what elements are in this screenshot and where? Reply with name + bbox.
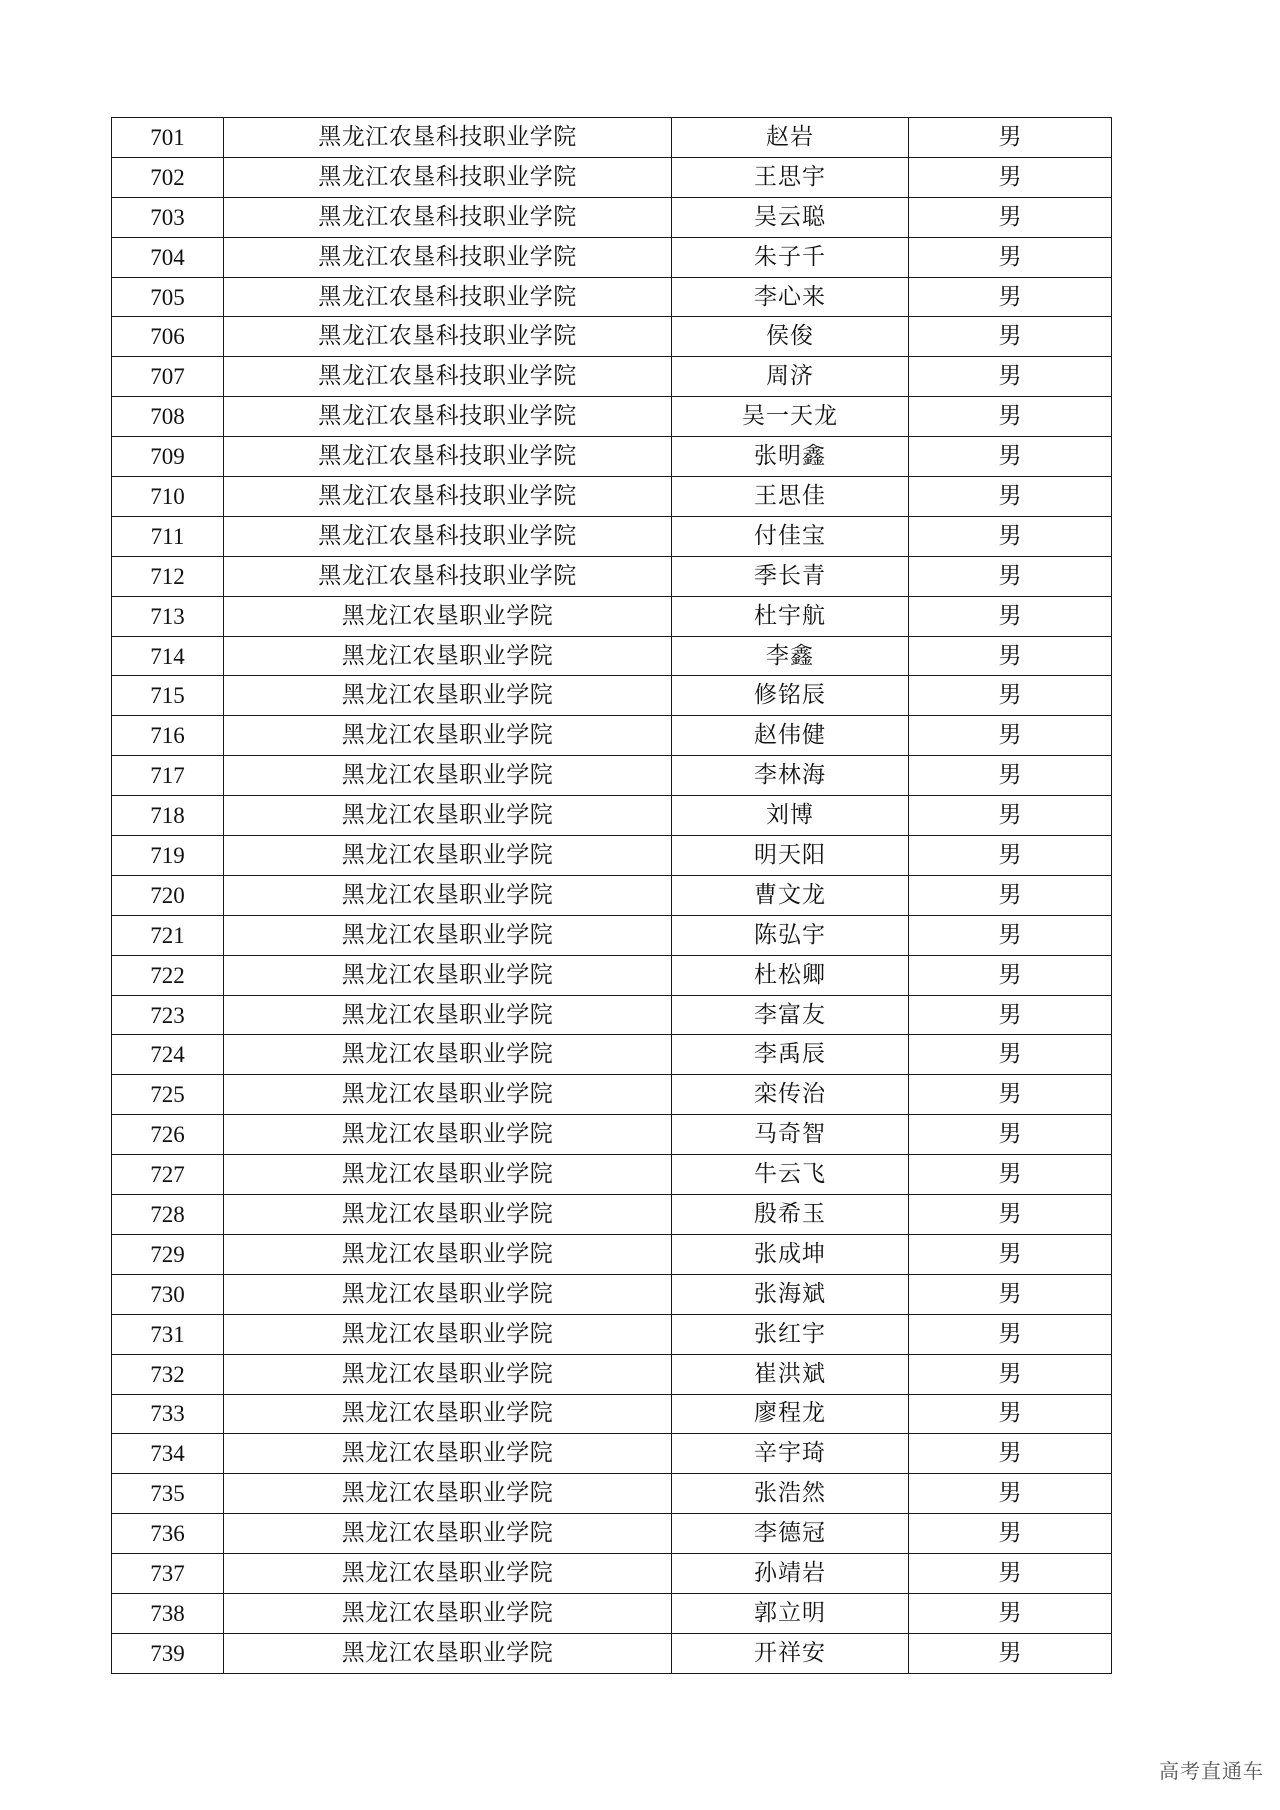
table-row (112, 1195, 1112, 1235)
table-row (112, 796, 1112, 836)
school-cell: 黑龙江农垦职业学院 (224, 676, 672, 716)
student-name-cell: 王思宇 (672, 157, 909, 197)
row-number-cell: 716 (112, 716, 224, 756)
table-row (112, 636, 1112, 676)
table-row (112, 1274, 1112, 1314)
student-name-cell: 张成坤 (672, 1234, 909, 1274)
school-cell: 黑龙江农垦职业学院 (224, 596, 672, 636)
gender-cell: 男 (909, 277, 1112, 317)
student-name-cell: 辛宇琦 (672, 1434, 909, 1474)
row-number-cell: 706 (112, 317, 224, 357)
gender-cell: 男 (909, 756, 1112, 796)
table-row (112, 1155, 1112, 1195)
row-number-cell: 709 (112, 437, 224, 477)
gender-cell: 男 (909, 556, 1112, 596)
gender-cell: 男 (909, 676, 1112, 716)
student-name-cell: 付佳宝 (672, 516, 909, 556)
school-cell: 黑龙江农垦职业学院 (224, 836, 672, 876)
roster-table (111, 117, 1112, 1674)
student-name-cell: 吴云聪 (672, 197, 909, 237)
student-name-cell: 季长青 (672, 556, 909, 596)
gender-cell: 男 (909, 716, 1112, 756)
school-cell: 黑龙江农垦科技职业学院 (224, 157, 672, 197)
student-name-cell: 张海斌 (672, 1274, 909, 1314)
row-number-cell: 730 (112, 1274, 224, 1314)
table-row (112, 437, 1112, 477)
school-cell: 黑龙江农垦职业学院 (224, 1633, 672, 1673)
row-number-cell: 731 (112, 1314, 224, 1354)
table-row (112, 1234, 1112, 1274)
school-cell: 黑龙江农垦职业学院 (224, 1274, 672, 1314)
student-name-cell: 赵伟健 (672, 716, 909, 756)
gender-cell: 男 (909, 317, 1112, 357)
school-cell: 黑龙江农垦职业学院 (224, 1314, 672, 1354)
school-cell: 黑龙江农垦职业学院 (224, 1155, 672, 1195)
school-cell: 黑龙江农垦科技职业学院 (224, 516, 672, 556)
student-name-cell: 李鑫 (672, 636, 909, 676)
school-cell: 黑龙江农垦职业学院 (224, 756, 672, 796)
gender-cell: 男 (909, 1234, 1112, 1274)
student-name-cell: 吴一天龙 (672, 397, 909, 437)
gender-cell: 男 (909, 397, 1112, 437)
student-name-cell: 明天阳 (672, 836, 909, 876)
student-name-cell: 李富友 (672, 995, 909, 1035)
gender-cell: 男 (909, 875, 1112, 915)
student-name-cell: 王思佳 (672, 477, 909, 517)
student-name-cell: 张明鑫 (672, 437, 909, 477)
school-cell: 黑龙江农垦职业学院 (224, 1514, 672, 1554)
gender-cell: 男 (909, 1075, 1112, 1115)
school-cell: 黑龙江农垦职业学院 (224, 995, 672, 1035)
student-name-cell: 孙靖岩 (672, 1554, 909, 1594)
student-name-cell: 郭立明 (672, 1593, 909, 1633)
school-cell: 黑龙江农垦职业学院 (224, 1593, 672, 1633)
school-cell: 黑龙江农垦职业学院 (224, 915, 672, 955)
row-number-cell: 718 (112, 796, 224, 836)
row-number-cell: 725 (112, 1075, 224, 1115)
table-row (112, 237, 1112, 277)
school-cell: 黑龙江农垦科技职业学院 (224, 357, 672, 397)
gender-cell: 男 (909, 1354, 1112, 1394)
row-number-cell: 735 (112, 1474, 224, 1514)
student-name-cell: 杜松卿 (672, 955, 909, 995)
school-cell: 黑龙江农垦职业学院 (224, 1195, 672, 1235)
row-number-cell: 721 (112, 915, 224, 955)
row-number-cell: 734 (112, 1434, 224, 1474)
row-number-cell: 708 (112, 397, 224, 437)
gender-cell: 男 (909, 477, 1112, 517)
gender-cell: 男 (909, 1274, 1112, 1314)
student-name-cell: 廖程龙 (672, 1394, 909, 1434)
gender-cell: 男 (909, 796, 1112, 836)
roster-table-body (112, 118, 1112, 1674)
table-row (112, 357, 1112, 397)
school-cell: 黑龙江农垦科技职业学院 (224, 556, 672, 596)
table-row (112, 1633, 1112, 1673)
table-row (112, 516, 1112, 556)
student-name-cell: 刘博 (672, 796, 909, 836)
row-number-cell: 720 (112, 875, 224, 915)
table-row (112, 1075, 1112, 1115)
school-cell: 黑龙江农垦职业学院 (224, 1354, 672, 1394)
gender-cell: 男 (909, 915, 1112, 955)
row-number-cell: 703 (112, 197, 224, 237)
student-name-cell: 赵岩 (672, 118, 909, 158)
school-cell: 黑龙江农垦职业学院 (224, 1434, 672, 1474)
row-number-cell: 738 (112, 1593, 224, 1633)
gender-cell: 男 (909, 1155, 1112, 1195)
row-number-cell: 719 (112, 836, 224, 876)
student-name-cell: 李林海 (672, 756, 909, 796)
table-row (112, 1514, 1112, 1554)
table-row (112, 836, 1112, 876)
table-row (112, 1115, 1112, 1155)
row-number-cell: 722 (112, 955, 224, 995)
student-name-cell: 崔洪斌 (672, 1354, 909, 1394)
student-name-cell: 修铭辰 (672, 676, 909, 716)
row-number-cell: 732 (112, 1354, 224, 1394)
table-row (112, 157, 1112, 197)
student-name-cell: 李心来 (672, 277, 909, 317)
row-number-cell: 707 (112, 357, 224, 397)
row-number-cell: 704 (112, 237, 224, 277)
gender-cell: 男 (909, 237, 1112, 277)
school-cell: 黑龙江农垦职业学院 (224, 1554, 672, 1594)
table-row (112, 397, 1112, 437)
school-cell: 黑龙江农垦职业学院 (224, 955, 672, 995)
school-cell: 黑龙江农垦职业学院 (224, 636, 672, 676)
table-row (112, 277, 1112, 317)
school-cell: 黑龙江农垦科技职业学院 (224, 317, 672, 357)
gender-cell: 男 (909, 995, 1112, 1035)
table-row (112, 1434, 1112, 1474)
school-cell: 黑龙江农垦科技职业学院 (224, 118, 672, 158)
student-name-cell: 张浩然 (672, 1474, 909, 1514)
table-row (112, 556, 1112, 596)
student-name-cell: 朱子千 (672, 237, 909, 277)
row-number-cell: 733 (112, 1394, 224, 1434)
student-name-cell: 侯俊 (672, 317, 909, 357)
student-name-cell: 杜宇航 (672, 596, 909, 636)
row-number-cell: 712 (112, 556, 224, 596)
school-cell: 黑龙江农垦职业学院 (224, 1234, 672, 1274)
table-row (112, 317, 1112, 357)
table-row (112, 596, 1112, 636)
row-number-cell: 737 (112, 1554, 224, 1594)
row-number-cell: 715 (112, 676, 224, 716)
student-name-cell: 李禹辰 (672, 1035, 909, 1075)
school-cell: 黑龙江农垦职业学院 (224, 1115, 672, 1155)
table-row (112, 676, 1112, 716)
row-number-cell: 739 (112, 1633, 224, 1673)
row-number-cell: 705 (112, 277, 224, 317)
gender-cell: 男 (909, 596, 1112, 636)
gender-cell: 男 (909, 157, 1112, 197)
student-name-cell: 张红宇 (672, 1314, 909, 1354)
table-row (112, 1593, 1112, 1633)
student-name-cell: 马奇智 (672, 1115, 909, 1155)
school-cell: 黑龙江农垦科技职业学院 (224, 237, 672, 277)
student-name-cell: 殷希玉 (672, 1195, 909, 1235)
gender-cell: 男 (909, 1554, 1112, 1594)
row-number-cell: 729 (112, 1234, 224, 1274)
row-number-cell: 724 (112, 1035, 224, 1075)
row-number-cell: 717 (112, 756, 224, 796)
table-row (112, 756, 1112, 796)
school-cell: 黑龙江农垦科技职业学院 (224, 277, 672, 317)
gender-cell: 男 (909, 1514, 1112, 1554)
school-cell: 黑龙江农垦科技职业学院 (224, 197, 672, 237)
row-number-cell: 710 (112, 477, 224, 517)
gender-cell: 男 (909, 1593, 1112, 1633)
table-row (112, 1394, 1112, 1434)
student-name-cell: 开祥安 (672, 1633, 909, 1673)
gender-cell: 男 (909, 437, 1112, 477)
row-number-cell: 702 (112, 157, 224, 197)
table-row (112, 995, 1112, 1035)
row-number-cell: 711 (112, 516, 224, 556)
gender-cell: 男 (909, 1434, 1112, 1474)
table-row (112, 875, 1112, 915)
table-row (112, 1474, 1112, 1514)
school-cell: 黑龙江农垦职业学院 (224, 1075, 672, 1115)
student-name-cell: 陈弘宇 (672, 915, 909, 955)
gender-cell: 男 (909, 636, 1112, 676)
table-row (112, 118, 1112, 158)
student-name-cell: 曹文龙 (672, 875, 909, 915)
row-number-cell: 714 (112, 636, 224, 676)
gender-cell: 男 (909, 197, 1112, 237)
row-number-cell: 713 (112, 596, 224, 636)
school-cell: 黑龙江农垦职业学院 (224, 716, 672, 756)
row-number-cell: 736 (112, 1514, 224, 1554)
row-number-cell: 727 (112, 1155, 224, 1195)
gender-cell: 男 (909, 1474, 1112, 1514)
gender-cell: 男 (909, 1314, 1112, 1354)
gender-cell: 男 (909, 955, 1112, 995)
table-row (112, 1035, 1112, 1075)
table-row (112, 1554, 1112, 1594)
row-number-cell: 701 (112, 118, 224, 158)
gender-cell: 男 (909, 1115, 1112, 1155)
table-row (112, 197, 1112, 237)
student-name-cell: 牛云飞 (672, 1155, 909, 1195)
table-row (112, 477, 1112, 517)
watermark-text: 高考直通车 (1159, 1759, 1264, 1783)
school-cell: 黑龙江农垦职业学院 (224, 1394, 672, 1434)
school-cell: 黑龙江农垦职业学院 (224, 796, 672, 836)
table-row (112, 1354, 1112, 1394)
student-name-cell: 栾传治 (672, 1075, 909, 1115)
table-row (112, 716, 1112, 756)
row-number-cell: 726 (112, 1115, 224, 1155)
gender-cell: 男 (909, 118, 1112, 158)
gender-cell: 男 (909, 1035, 1112, 1075)
gender-cell: 男 (909, 357, 1112, 397)
row-number-cell: 728 (112, 1195, 224, 1235)
school-cell: 黑龙江农垦科技职业学院 (224, 477, 672, 517)
school-cell: 黑龙江农垦职业学院 (224, 1474, 672, 1514)
table-row (112, 955, 1112, 995)
school-cell: 黑龙江农垦职业学院 (224, 1035, 672, 1075)
school-cell: 黑龙江农垦科技职业学院 (224, 397, 672, 437)
school-cell: 黑龙江农垦科技职业学院 (224, 437, 672, 477)
table-row (112, 915, 1112, 955)
school-cell: 黑龙江农垦职业学院 (224, 875, 672, 915)
student-name-cell: 周济 (672, 357, 909, 397)
gender-cell: 男 (909, 1195, 1112, 1235)
gender-cell: 男 (909, 836, 1112, 876)
student-name-cell: 李德冠 (672, 1514, 909, 1554)
gender-cell: 男 (909, 1633, 1112, 1673)
gender-cell: 男 (909, 516, 1112, 556)
table-row (112, 1314, 1112, 1354)
row-number-cell: 723 (112, 995, 224, 1035)
gender-cell: 男 (909, 1394, 1112, 1434)
